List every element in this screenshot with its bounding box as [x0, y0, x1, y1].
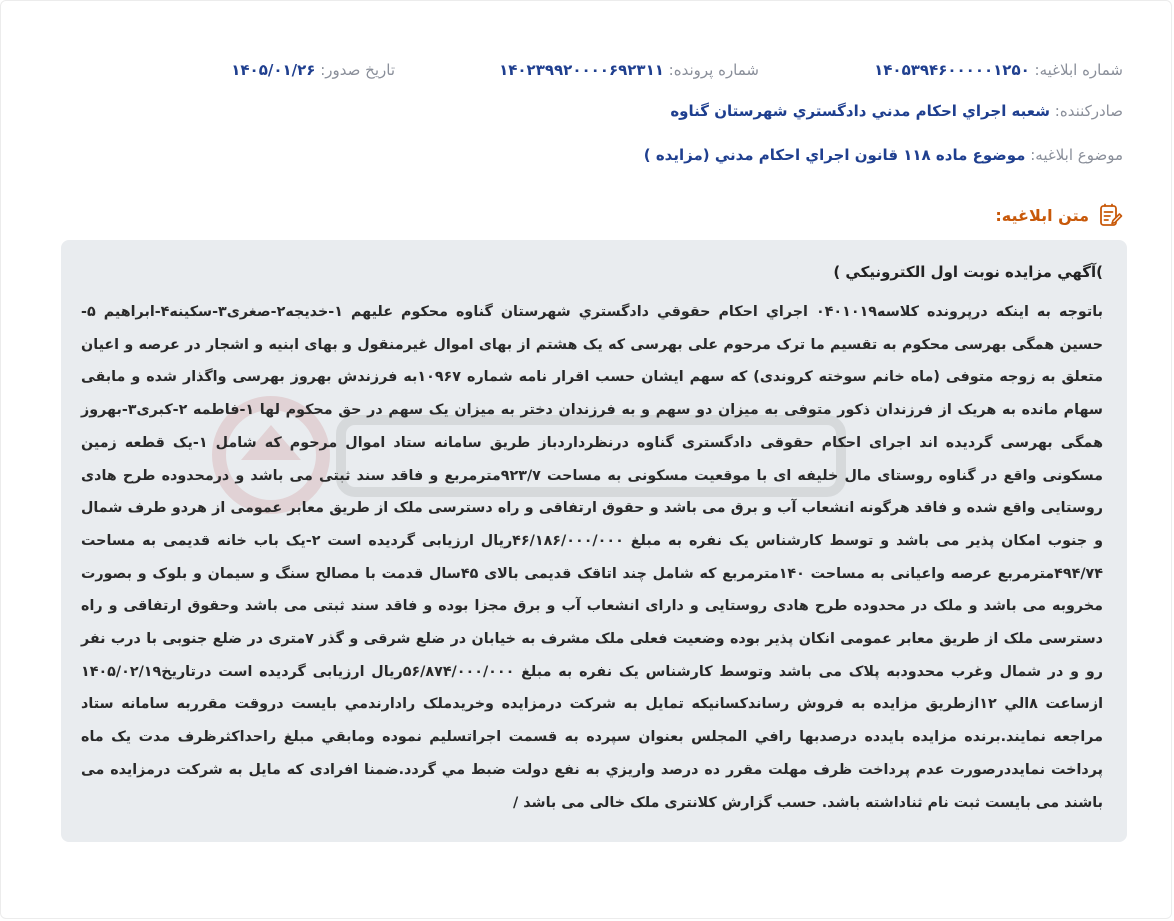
notice-text-title: متن ابلاغیه:: [995, 205, 1089, 225]
case-number: [499, 59, 759, 81]
issuer-row: [49, 100, 1123, 122]
subject-row: [49, 144, 1123, 166]
document-edit-icon: [1097, 202, 1123, 228]
issue-date: [231, 59, 395, 81]
issuer-value: شعبه اجراي احكام مدني دادگستري شهرستان گناوه: [670, 102, 1050, 120]
notice-number-label: شماره ابلاغیه:: [1034, 61, 1123, 79]
notice-meta-row: [49, 59, 1123, 81]
subject-value: موضوع ماده ۱۱۸ قانون اجراي احكام مدني (مزايده ): [643, 146, 1026, 164]
case-number-label: شماره پرونده:: [668, 61, 759, 79]
issuer-label: صادرکننده:: [1054, 102, 1123, 120]
notice-body-box: [61, 240, 1127, 842]
notice-heading: )آگهي مزايده نوبت اول الكترونيكي ): [833, 263, 1103, 281]
subject-label: موضوع ابلاغیه:: [1030, 146, 1123, 164]
notice-body-text: باتوجه به اينكه درپرونده كلاسه۰۴۰۱۰۱۹ اجراي احكام حقوقي دادگستري شهرستان گناوه محكوم عليهم ۱-خديجه۲-صغری۳-سكينه۴-ابراهيم ۵-حسين همگی بهرسی محكوم به تقسيم ما ترک مرحوم علی بهرسی که يک هشتم از بهای اموال غيرمنقول و بهای ابنيه و اشجار در عرصه و اعيان متعلق به زوجه متوفی (ماه خانم سوخته كروندی) كه سهم ايشان حسب اقرار نامه شماره ۱۰۹۶۷به فرزندش بهروز بهرسی واگذار شده و مابقی سهام مانده به هريک از فرزندان ذكور متوفی به ميزان دو سهم و به فرزندان دختر به ميزان يک سهم در حق محكوم لها ۱-فاطمه ۲-كبری۳-بهروز همگی بهرسی گرديده اند اجرای احكام حقوقی دادگستری گناوه درنظرداردباز طريق سامانه ستاد اموال مرحوم كه شامل ۱-يک قطعه زمين مسكونی واقع در گناوه روستای مال خليفه ای با موقعيت مسكونی به مساحت ۹۲۳/۷مترمربع و فاقد سند ثبتی می باشد و درمحدوده طرح هادی روستايی واقع شده و فاقد هرگونه انشعاب آب و برق می باشد و حقوق ارتفاقی و راه دسترسی ملک از طريق معابر عمومی از هردو طرف شمال و جنوب امكان پذير می باشد و توسط كارشناس يک نفره به مبلغ ۴۶/۱۸۶/۰۰۰/۰۰۰ريال ارزيابی گرديده است ۲-يک باب خانه قديمی به مساحت ۴۹۴/۷۴مترمربع عرصه واعيانی به مساحت ۱۴۰مترمربع كه شامل چند اتاقک قديمی بالای ۴۵سال قدمت با مصالح سنگ و سيمان و بلوک و بصورت مخروبه می باشد و ملک در محدوده طرح هادی روستايی و دارای انشعاب آب و برق مجزا بوده و فاقد سند ثبتی می باشد وحقوق ارتفاقی و راه دسترسی ملک از طريق معابر عمومی انكان پذير بوده وضعيت فعلی ملک مشرف به خيابان در ضلع شرقی و گذر ۷متری در ضلع جنوبی با درب نفر رو و در شمال وغرب محدودبه پلاک می باشد وتوسط كارشناس يک نفره به مبلغ ۵۶/۸۷۴/۰۰۰/۰۰۰ريال ارزيابی گرديده است درتاريخ۱۴۰۵/۰۲/۱۹ ازساعت ۸الي ۱۲ازطريق مزايده به فروش رساندكسانيكه تمايل به شركت درمزايده وخريدملک رادارندمي بايست دروقت مقرربه سامانه ستاد مراجعه نمايند.برنده مزايده بايدده درصدبها رافي المجلس بعنوان سپرده به قسمت اجراتسليم نموده ومابقي مبلغ راحداكثرظرف مدت يک ماه پرداخت نمايددرصورت عدم پرداخت ظرف مهلت مقرر ده درصد واريزي به نفع دولت ضبط مي گردد.ضمنا افرادی كه مايل به شركت درمزايده می باشند می بايست ثبت نام ثناداشته باشد. حسب گزارش كلانتری ملک خالی می باشد /: [81, 304, 1104, 811]
notice-number: [874, 59, 1123, 81]
notice-number-value: ۱۴۰۵۳۹۴۶۰۰۰۰۰۱۲۵۰: [874, 61, 1030, 79]
notice-text-section-title: [995, 202, 1123, 228]
issue-date-value: ۱۴۰۵/۰۱/۲۶: [231, 61, 316, 79]
case-number-value: ۱۴۰۲۳۹۹۲۰۰۰۰۶۹۲۳۱۱: [499, 61, 664, 79]
issue-date-label: تاریخ صدور:: [320, 61, 395, 79]
